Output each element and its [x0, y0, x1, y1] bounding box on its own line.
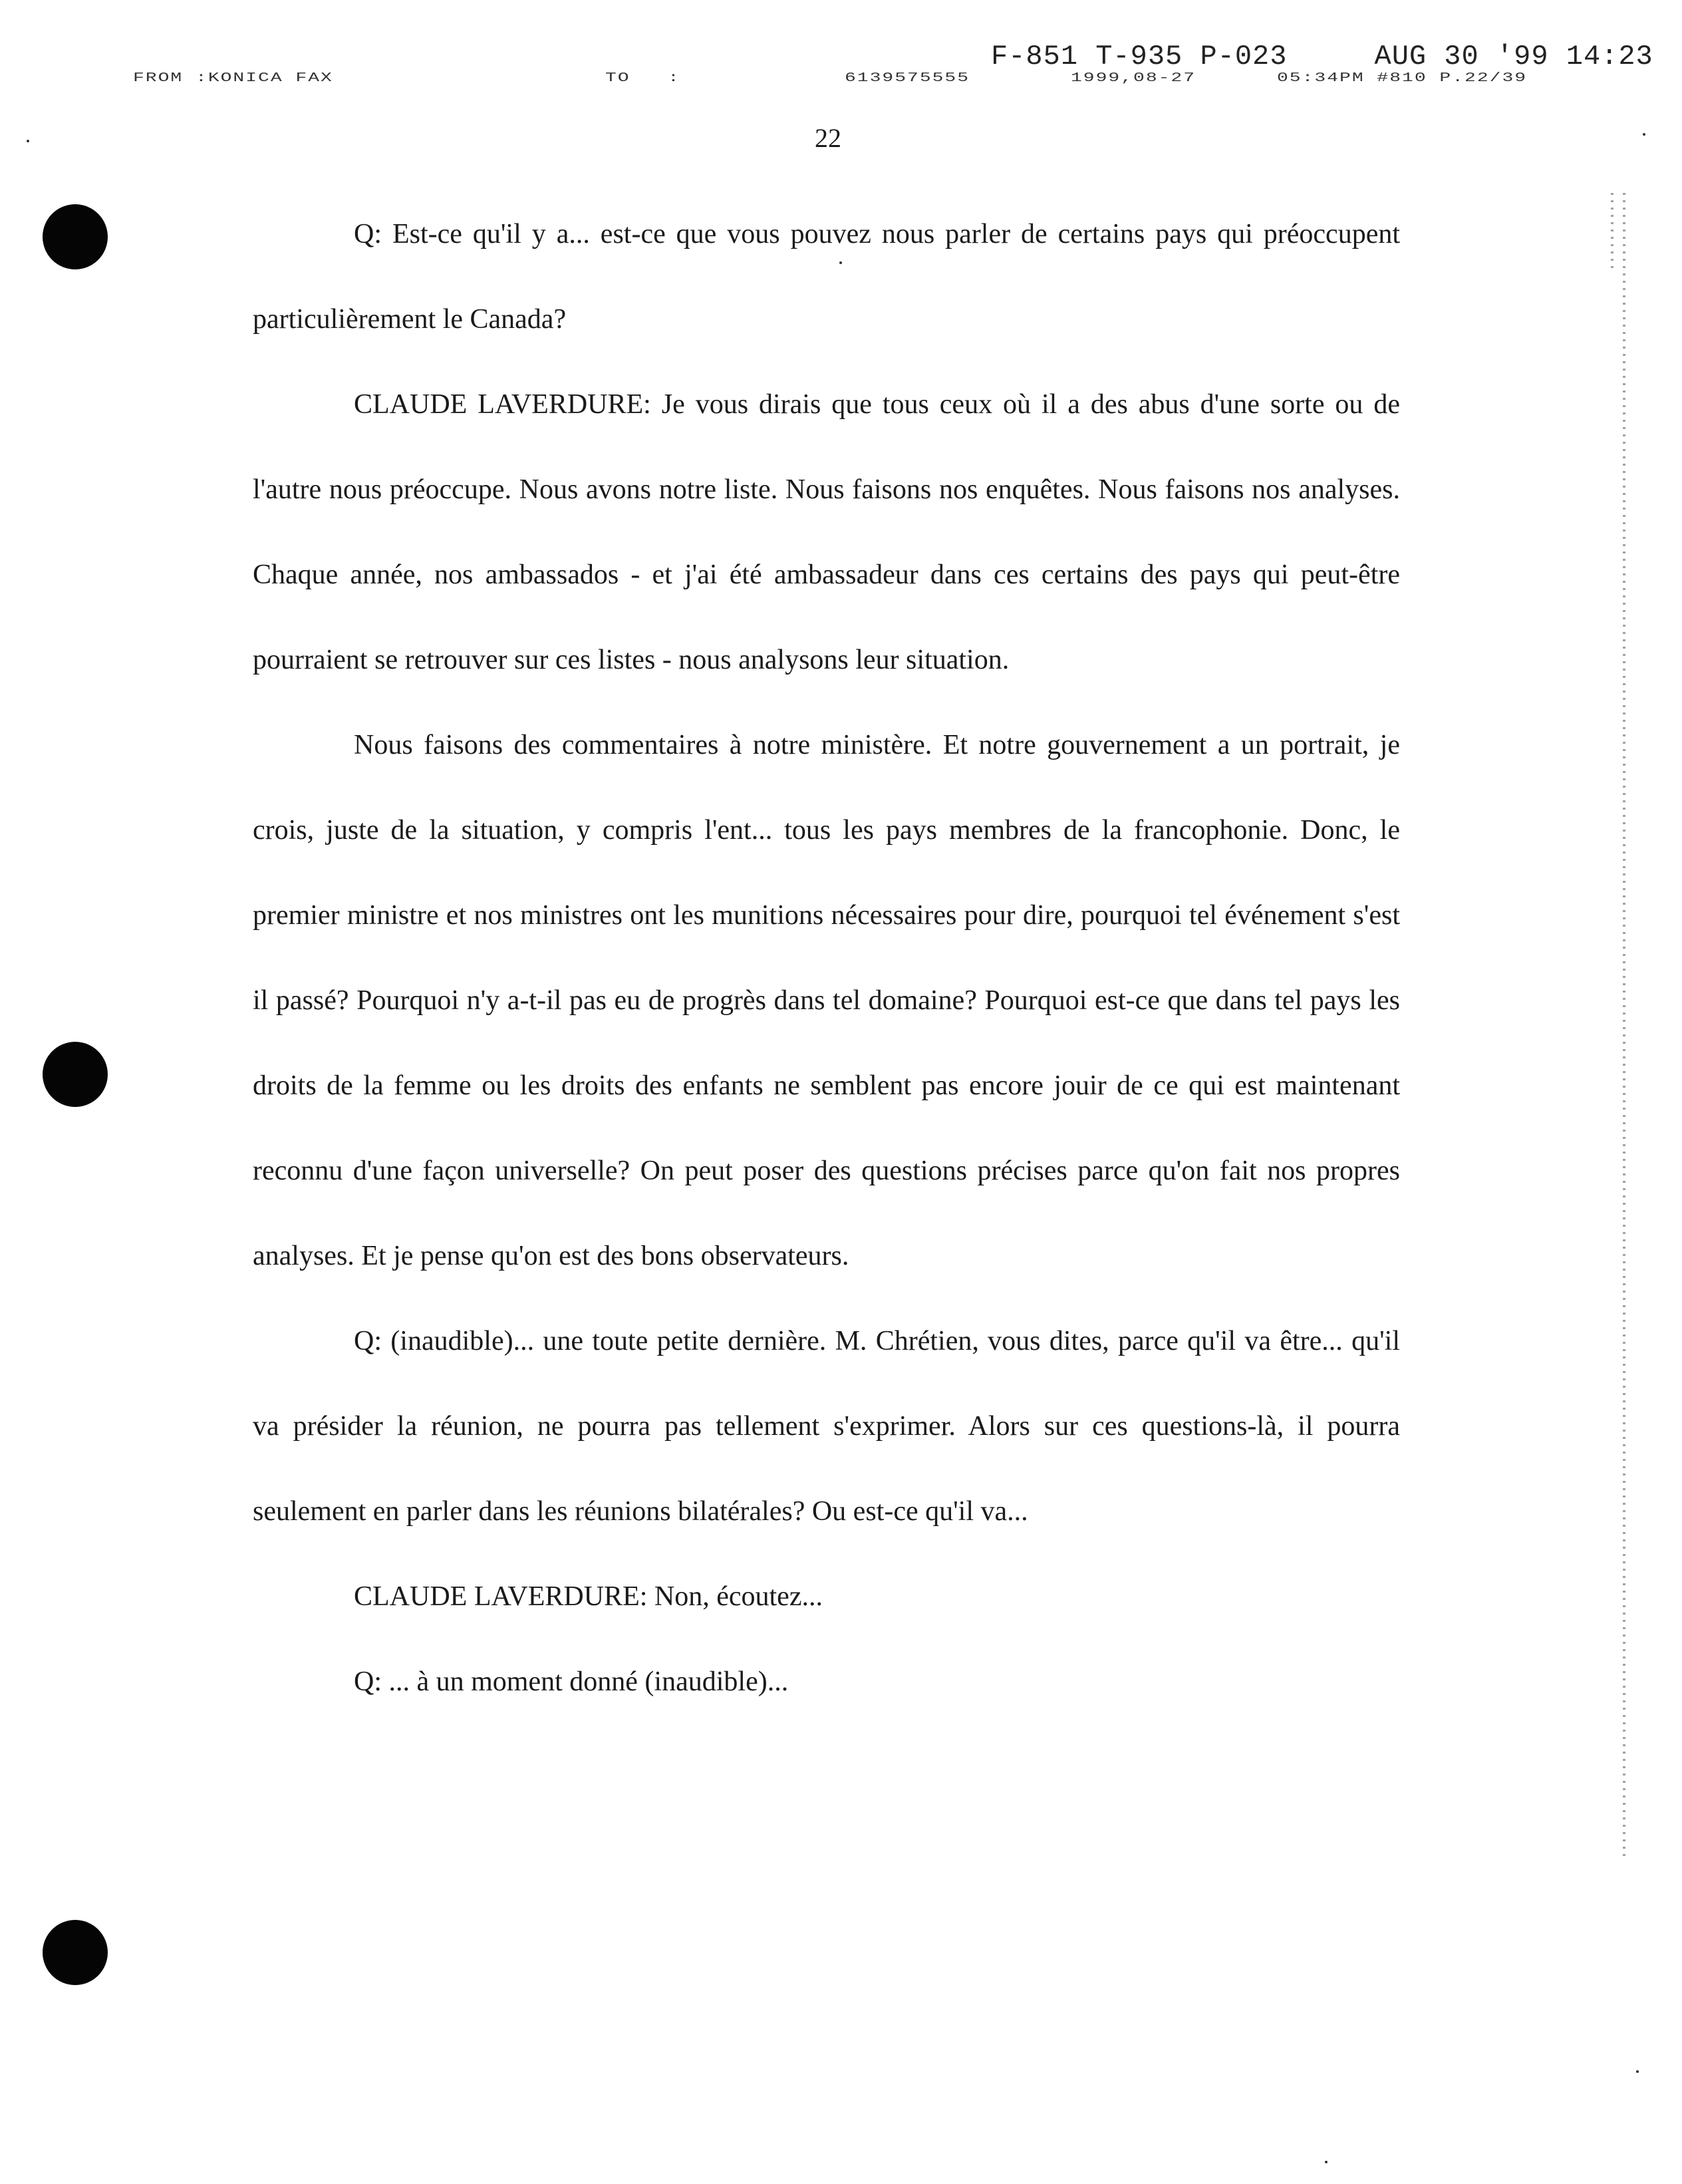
transcript-body	[253, 192, 1400, 1724]
scan-speck	[1636, 2070, 1639, 2073]
fax-number-field: 6139575555	[845, 71, 970, 86]
page-number: 22	[815, 123, 841, 153]
punch-hole-middle	[43, 1042, 108, 1107]
fax-time-page-field: 05:34PM #810 P.22/39	[1277, 71, 1528, 86]
transcript-paragraph: CLAUDE LAVERDURE: Non, écoutez...	[354, 1581, 823, 1612]
transcript-paragraph: CLAUDE LAVERDURE: Je vous dirais que tous ceux où il a des abus d'une sorte ou de l'autre nous préoccupe. Nous avons notre liste. Nous faisons nos enquêtes. Nous faisons nos analyses. Chaque année, nos ambassados - et j'ai été ambassadeur dans ces certains des pays qui peut-être pourraient se retrouver sur ces listes - nous analysons leur situation.	[253, 389, 1400, 675]
fax-date-field: 1999,08-27	[1071, 71, 1196, 86]
fax-to-field: TO :	[605, 71, 680, 86]
scan-edge-marks	[1623, 193, 1625, 1856]
transcript-paragraph: Q: ... à un moment donné (inaudible)...	[354, 1666, 789, 1697]
scan-edge-marks-short	[1611, 193, 1613, 273]
scan-speck	[1643, 133, 1645, 136]
punch-hole-top	[43, 204, 108, 269]
fax-from-field: FROM :KONICA FAX	[133, 71, 333, 86]
fax-sender-line	[133, 71, 1528, 150]
transcript-paragraph: Q: Est-ce qu'il y a... est-ce que vous pouvez nous parler de certains pays qui préoccupent particulièrement le Canada?	[253, 219, 1400, 335]
transcript-paragraph: Q: (inaudible)... une toute petite dernière. M. Chrétien, vous dites, parce qu'il va être... qu'il va présider la réunion, ne pourra pas tellement s'exprimer. Alors sur ces questions-là, il pourra seulement en parler dans les réunions bilatérales? Ou est-ce qu'il va...	[253, 1326, 1400, 1527]
scan-speck	[27, 140, 29, 142]
scan-speck	[1325, 2161, 1328, 2163]
transcript-paragraph: Nous faisons des commentaires à notre ministère. Et notre gouvernement a un portrait, je crois, juste de la situation, y compris l'ent... tous les pays membres de la francophonie. Donc, le premier ministre et nos ministres ont les munitions nécessaires pour dire, pourquoi tel événement s'est il passé? Pourquoi n'y a-t-il pas eu de progrès dans tel domaine? Pourquoi est-ce que dans tel pays les droits de la femme ou les droits des enfants ne semblent pas encore jouir de ce qui est maintenant reconnu d'une façon universelle? On peut poser des questions précises parce qu'on fait nos propres analyses. Et je pense qu'on est des bons observateurs.	[253, 730, 1400, 1271]
fax-transmission-header: F-851 T-935 P-023 AUG 30 '99 14:23	[991, 41, 1653, 73]
punch-hole-bottom	[43, 1920, 108, 1985]
